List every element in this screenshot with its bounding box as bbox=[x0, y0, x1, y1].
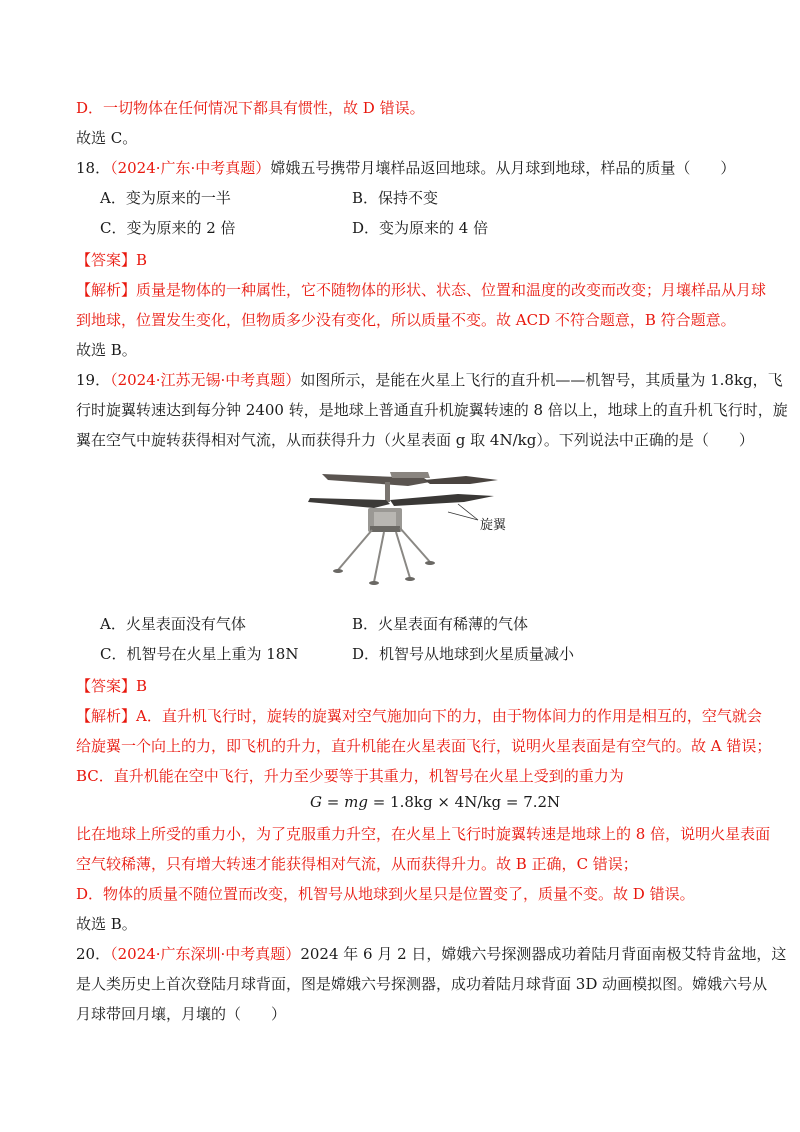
q19-answer: 【答案】B bbox=[76, 677, 148, 695]
q19-source: （2024·江苏无锡·中考真题） bbox=[110, 371, 301, 389]
formula-mg: mg bbox=[344, 793, 368, 811]
q20-stem-line-2: 是人类历史上首次登陆月球背面，图是嫦娥六号探测器，成功着陆月球背面 3D 动画模拟图。嫦娥六号从 bbox=[76, 975, 768, 993]
q18-source: （2024·广东·中考真题） bbox=[110, 159, 271, 177]
q18-option-b: B．保持不变 bbox=[352, 189, 439, 207]
q19-stem-text-1: 如图所示，是能在火星上飞行的直升机——机智号，其质量为 1.8kg，飞 bbox=[300, 371, 783, 389]
formula-equals: = bbox=[321, 793, 345, 811]
q19-option-a: A．火星表面没有气体 bbox=[100, 615, 246, 633]
formula-g: G bbox=[310, 793, 322, 811]
formula-result: = 1.8kg × 4N/kg = 7.2N bbox=[367, 793, 561, 811]
q19-option-b: B．火星表面有稀薄的气体 bbox=[352, 615, 529, 633]
q18-analysis-line-1: 【解析】质量是物体的一种属性，它不随物体的形状、状态、位置和温度的改变而改变；月壤样品从月球 bbox=[76, 281, 767, 299]
q18-stem-text: 嫦娥五号携带月壤样品返回地球。从月球到地球，样品的质量（ ） bbox=[270, 159, 736, 177]
q19-option-c: C．机智号在火星上重为 18N bbox=[100, 645, 299, 663]
q18-conclusion: 故选 B。 bbox=[76, 341, 137, 359]
q20-number: 20． bbox=[76, 945, 111, 963]
q18-option-d: D．变为原来的 4 倍 bbox=[352, 219, 489, 237]
q20-stem-line-1 bbox=[76, 944, 786, 964]
q19-stem-line-2: 行时旋翼转速达到每分钟 2400 转，是地球上普通直升机旋翼转速的 8 倍以上，地球上的直升机飞行时，旋 bbox=[76, 401, 788, 419]
q19-analysis-line-3: BC．直升机能在空中飞行，升力至少要等于其重力，机智号在火星上受到的重力为 bbox=[76, 767, 624, 785]
q19-analysis-line-1: 【解析】A．直升机飞行时，旋转的旋翼对空气施加向下的力，由于物体间力的作用是相互的，空气就会 bbox=[76, 707, 762, 725]
q18-answer: 【答案】B bbox=[76, 251, 148, 269]
q19-gravity-formula bbox=[310, 793, 560, 811]
q18-option-c: C．变为原来的 2 倍 bbox=[100, 219, 236, 237]
q19-number: 19． bbox=[76, 371, 111, 389]
prev-option-d-analysis: D．一切物体在任何情况下都具有惯性，故 D 错误。 bbox=[76, 99, 425, 117]
prev-conclusion: 故选 C。 bbox=[76, 129, 138, 147]
q19-analysis-line-4: 比在地球上所受的重力小，为了克服重力升空，在火星上飞行时旋翼转速是地球上的 8 倍，说明火星表面 bbox=[76, 825, 771, 843]
q19-analysis-line-5: 空气较稀薄，只有增大转速才能获得相对气流，从而获得升力。故 B 正确，C 错误； bbox=[76, 855, 638, 873]
q18-option-a: A．变为原来的一半 bbox=[100, 189, 231, 207]
q20-stem-line-3: 月球带回月壤，月壤的（ ） bbox=[76, 1005, 287, 1023]
q20-source: （2024·广东深圳·中考真题） bbox=[110, 945, 301, 963]
q19-stem-line-3: 翼在空气中旋转获得相对气流，从而获得升力（火星表面 g 取 4N/kg）。下列说法中正确的是（ ） bbox=[76, 431, 754, 449]
q20-stem-text-1: 2024 年 6 月 2 日，嫦娥六号探测器成功着陆月背面南极艾特肯盆地，这 bbox=[300, 945, 787, 963]
q19-conclusion: 故选 B。 bbox=[76, 915, 137, 933]
q19-analysis-line-2: 给旋翼一个向上的力，即飞机的升力，直升机能在火星表面飞行，说明火星表面是有空气的。故 A 错误； bbox=[76, 737, 772, 755]
q18-stem bbox=[76, 158, 735, 178]
q18-analysis-line-2: 到地球，位置发生变化，但物质多少没有变化，所以质量不变。故 ACD 不符合题意，B 符合题意。 bbox=[76, 311, 736, 329]
q19-analysis-line-6: D．物体的质量不随位置而改变，机智号从地球到火星只是位置变了，质量不变。故 D 错误。 bbox=[76, 885, 695, 903]
q19-option-d: D．机智号从地球到火星质量减小 bbox=[352, 645, 575, 663]
rotor-callout-label: 旋翼 bbox=[480, 518, 507, 533]
q19-stem-line-1 bbox=[76, 370, 783, 390]
q18-number: 18． bbox=[76, 159, 111, 177]
